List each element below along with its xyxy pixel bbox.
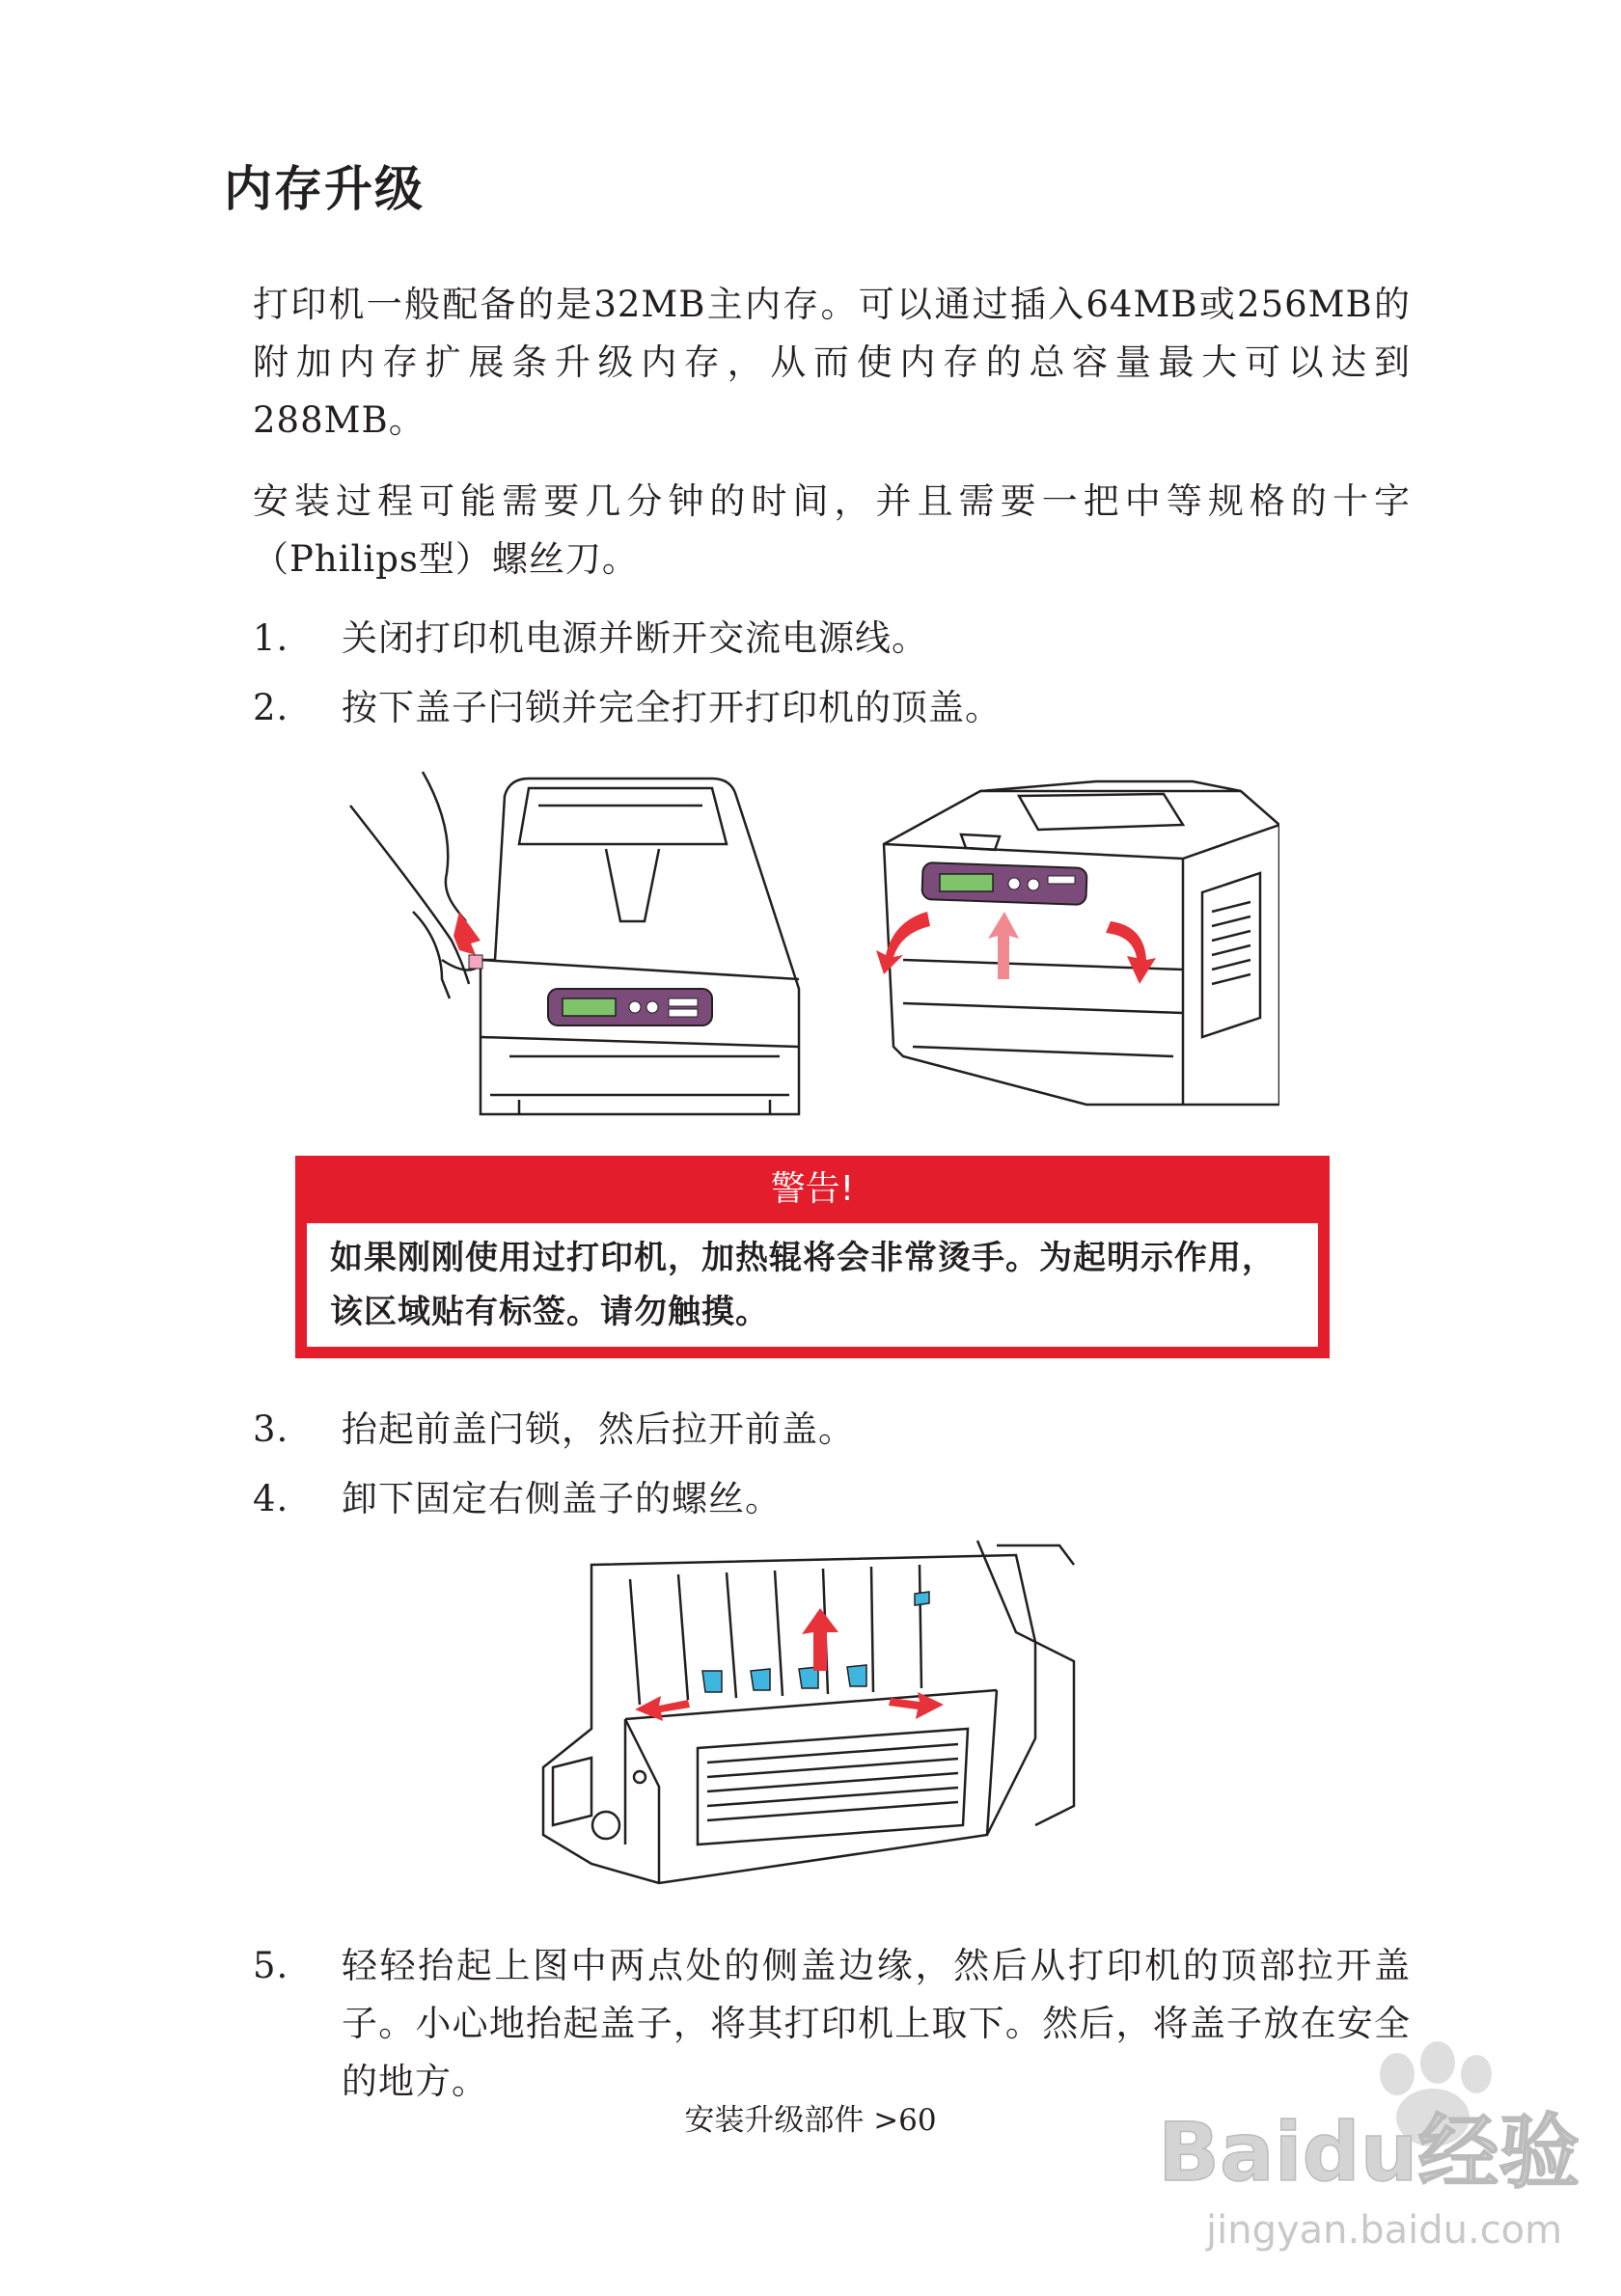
page-footer: 安装升级部件 >60 [684, 2103, 937, 2138]
watermark-url: jingyan.baidu.com [1206, 2208, 1563, 2253]
step-number: 4. [253, 1478, 289, 1519]
step-3 [253, 1401, 1411, 1459]
intro-paragraph-1: 打印机一般配备的是32MB主内存。可以通过插入64MB或256MB的附加内存扩展条升级内存，从而使内存的总容量最大可以达到288MB。 [253, 284, 1411, 441]
printer-side-cover-figure [534, 1536, 1098, 1893]
step-1 [253, 610, 1411, 668]
warning-box [295, 1156, 1330, 1358]
printer-front-latch-figure [874, 767, 1279, 1124]
baidu-watermark [1139, 2036, 1592, 2267]
step-number: 3. [253, 1408, 289, 1450]
warning-title: 警告! [770, 1169, 855, 1209]
step-text: 卸下固定右侧盖子的螺丝。 [342, 1478, 782, 1519]
step-number: 5. [253, 1945, 289, 1986]
step-text: 抬起前盖闩锁，然后拉开前盖。 [342, 1408, 855, 1450]
step-text: 按下盖子闩锁并完全打开打印机的顶盖。 [342, 687, 1002, 728]
step-text: 轻轻抬起上图中两点处的侧盖边缘，然后从打印机的顶部拉开盖子。小心地抬起盖子，将其打印机上取下。然后，将盖子放在安全的地方。 [342, 1945, 1411, 2102]
step-number: 2. [253, 687, 289, 728]
warning-text: 如果刚刚使用过打印机，加热辊将会非常烫手。为起明示作用，该区域贴有标签。请勿触摸。 [307, 1223, 1318, 1347]
step-number: 1. [253, 617, 289, 659]
step-2 [253, 679, 1411, 737]
step-text: 关闭打印机电源并断开交流电源线。 [342, 617, 928, 659]
printer-top-cover-latch-figure [345, 767, 809, 1124]
page-title: 内存升级 [224, 161, 425, 217]
watermark-brand: Baidu经验 [1158, 2105, 1580, 2200]
intro-paragraph-2: 安装过程可能需要几分钟的时间，并且需要一把中等规格的十字（Philips型）螺丝刀。 [253, 480, 1411, 580]
step-4 [253, 1470, 1411, 1528]
